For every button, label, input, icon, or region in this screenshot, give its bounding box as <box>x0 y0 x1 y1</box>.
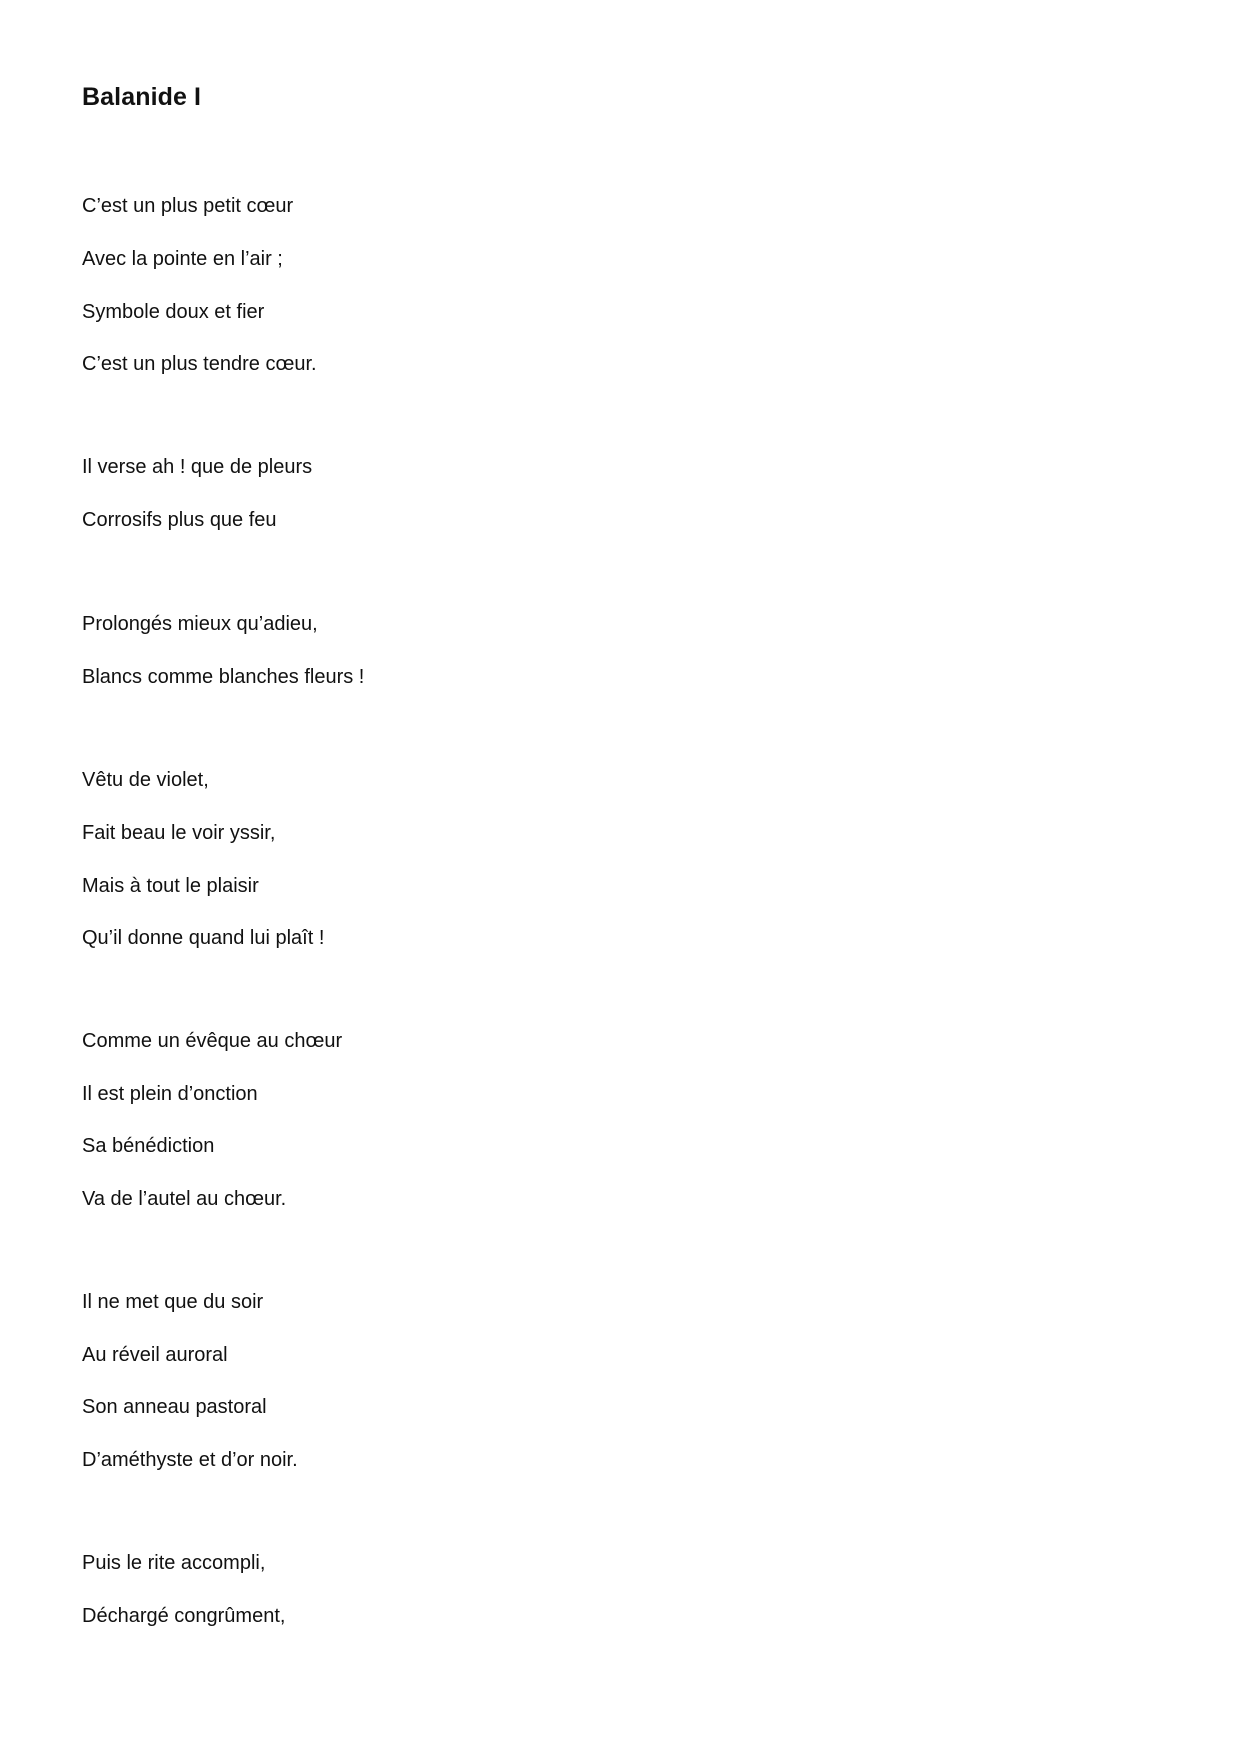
poem-line: Va de l’autel au chœur. <box>82 1188 287 1210</box>
poem-line: Il est plein d’onction <box>82 1083 258 1105</box>
poem-line: C’est un plus tendre cœur. <box>82 353 317 375</box>
poem-line: Son anneau pastoral <box>82 1396 267 1418</box>
poem-line: Vêtu de violet, <box>82 769 209 791</box>
poem-line: Il ne met que du soir <box>82 1291 264 1313</box>
poem-line: Déchargé congrûment, <box>82 1605 286 1627</box>
poem-line: Mais à tout le plaisir <box>82 875 259 897</box>
poem-line: Il verse ah ! que de pleurs <box>82 456 313 478</box>
poem-line: Puis le rite accompli, <box>82 1552 266 1574</box>
poem-line: Sa bénédiction <box>82 1135 215 1157</box>
poem-line: Symbole doux et fier <box>82 301 265 323</box>
poem-title: Balanide I <box>82 83 202 111</box>
poem-line: Blancs comme blanches fleurs ! <box>82 666 365 688</box>
poem-line: Qu’il donne quand lui plaît ! <box>82 927 325 949</box>
poem-line: Fait beau le voir yssir, <box>82 822 276 844</box>
poem-line: Prolongés mieux qu’adieu, <box>82 613 318 635</box>
poem-line: Comme un évêque au chœur <box>82 1030 343 1052</box>
poem-line: D’améthyste et d’or noir. <box>82 1449 298 1471</box>
poem-line: C’est un plus petit cœur <box>82 195 294 217</box>
poem-line: Corrosifs plus que feu <box>82 509 277 531</box>
poem-body <box>82 0 1082 1755</box>
poem-line: Au réveil auroral <box>82 1344 228 1366</box>
poem-line: Avec la pointe en l’air ; <box>82 248 283 270</box>
